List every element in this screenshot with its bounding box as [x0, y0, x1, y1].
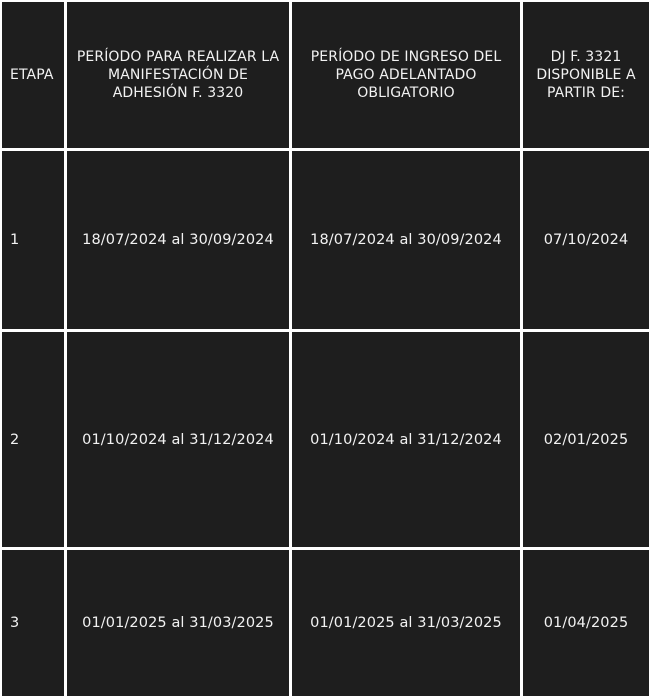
stage-cell: 2 — [2, 332, 64, 546]
header-adhesion-period: PERÍODO PARA REALIZAR LA MANIFESTACIÓN DE ADHESIÓN F. 3320 — [67, 2, 289, 148]
payment-period-cell: 18/07/2024 al 30/09/2024 — [292, 151, 520, 329]
payment-period-cell: 01/01/2025 al 31/03/2025 — [292, 550, 520, 696]
header-stage: ETAPA — [2, 2, 64, 148]
available-from-cell: 02/01/2025 — [523, 332, 649, 546]
table-row — [2, 550, 649, 696]
payment-period-cell: 01/10/2024 al 31/12/2024 — [292, 332, 520, 546]
table-row — [2, 332, 649, 546]
available-from-cell: 07/10/2024 — [523, 151, 649, 329]
stage-cell: 3 — [2, 550, 64, 696]
adhesion-period-cell: 18/07/2024 al 30/09/2024 — [67, 151, 289, 329]
adhesion-period-cell: 01/10/2024 al 31/12/2024 — [67, 332, 289, 546]
header-row — [2, 2, 649, 148]
available-from-cell: 01/04/2025 — [523, 550, 649, 696]
table-row — [2, 151, 649, 329]
header-available-from: DJ F. 3321 DISPONIBLE A PARTIR DE: — [523, 2, 649, 148]
stage-cell: 1 — [2, 151, 64, 329]
adhesion-period-cell: 01/01/2025 al 31/03/2025 — [67, 550, 289, 696]
header-payment-period: PERÍODO DE INGRESO DEL PAGO ADELANTADO OBLIGATORIO — [292, 2, 520, 148]
